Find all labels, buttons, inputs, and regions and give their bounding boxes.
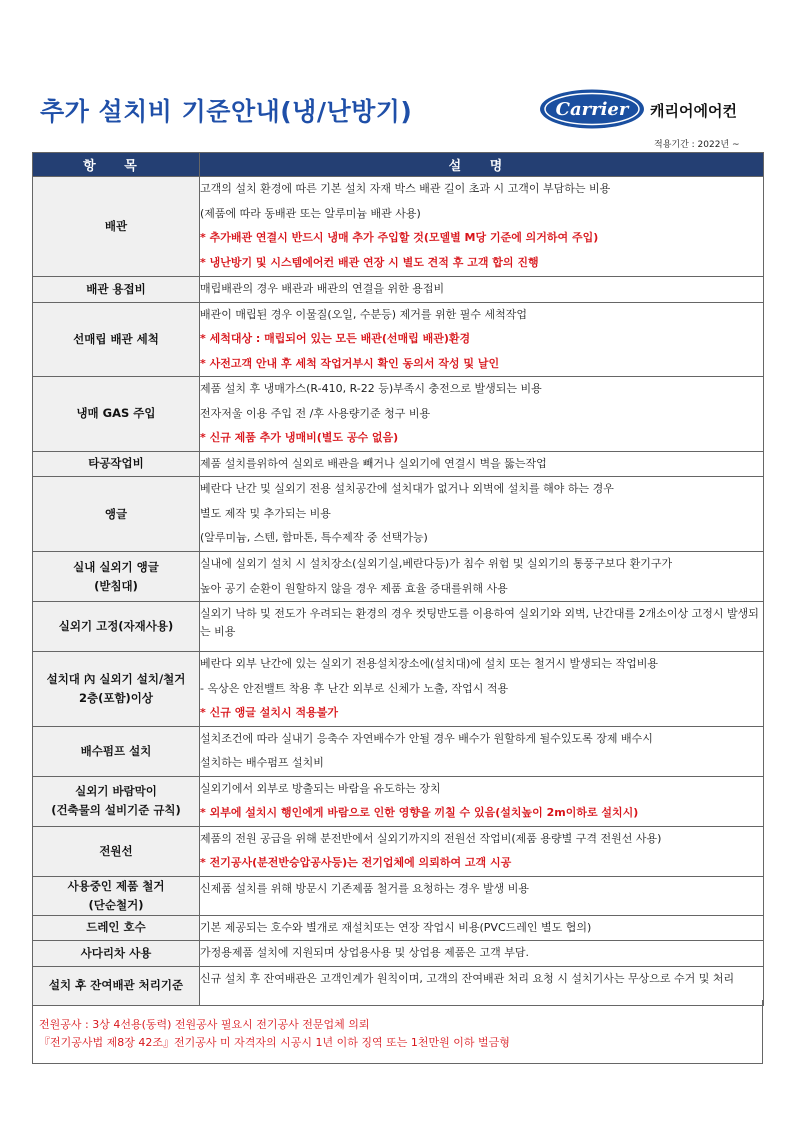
description-line: 기본 제공되는 호수와 별개로 재설치또는 연장 작업시 비용(PVC드레인 별도 협의) [200, 920, 592, 934]
note-line: * 외부에 설치시 행인에게 바람으로 인한 영향을 끼칠 수 있음(설치높이 2m이하로 설치시) [200, 806, 639, 819]
table-row [33, 776, 764, 826]
effective-date: 적용기간 : 2022년 ~ [654, 140, 740, 150]
item-label: 설치 후 잔여배관 처리기준 [48, 978, 184, 992]
description-line: (알루미늄, 스텐, 함마톤, 특수제작 중 선택가능) [200, 531, 428, 544]
brand-name: 캐리어에어컨 [650, 102, 737, 120]
table-row [33, 451, 764, 477]
description-line: 설치조건에 따라 실내기 응축수 자연배수가 안될 경우 배수가 원할하게 될수있도록 장제 배수시 [200, 731, 653, 745]
table-row [33, 377, 764, 452]
row-item [33, 915, 200, 941]
description-line: 설치하는 배수펌프 설치비 [200, 756, 324, 769]
row-description [200, 826, 764, 876]
description-line: 베란다 난간 및 실외기 전용 설치공간에 설치대가 없거나 외벽에 설치를 해야 하는 경우 [200, 482, 614, 495]
carrier-logo [538, 88, 646, 130]
description-line: 제품의 전원 공급을 위해 분전반에서 실외기까지의 전원선 작업비(제품 용량별 구격 전원선 사용) [200, 831, 662, 845]
description-line: 제품 설치를위하여 실외로 배관을 빼거나 실외기에 연결시 벽을 뚫는작업 [200, 456, 547, 470]
footer-line-2: 『전기공사법 제8장 42조』전기공사 미 자격자의 시공시 1년 이하 징역 또는 1천만원 이하 벌금형 [39, 1036, 510, 1049]
description-line: 전자저울 이용 주입 전 /후 사용량기준 청구 비용 [200, 406, 431, 420]
row-item [33, 876, 200, 915]
row-item [33, 552, 200, 602]
item-label: (건축물의 설비기준 규칙) [51, 803, 181, 817]
note-line: * 전기공사(분전반승압공사등)는 전기업체에 의뢰하여 고객 시공 [200, 856, 512, 869]
install-cost-table [32, 152, 764, 1006]
item-label: 사다리차 사용 [80, 945, 152, 960]
description-line: 제품 설치 후 냉매가스(R-410, R-22 등)부족시 충전으로 발생되는 비용 [200, 382, 542, 395]
description-line: 고객의 설치 환경에 따른 기본 설치 자재 박스 배관 길이 초과 시 고객이 부담하는 비용 [200, 182, 611, 195]
item-label: 배수펌프 설치 [80, 743, 152, 758]
row-item [33, 277, 200, 303]
row-item [33, 302, 200, 377]
item-label: 2층(포함)이상 [78, 690, 154, 705]
description-line: 별도 제작 및 추가되는 비용 [200, 506, 331, 520]
row-item [33, 451, 200, 477]
table-row [33, 652, 764, 727]
item-label: (단순철거) [88, 897, 144, 912]
description-line: - 옥상은 안전밸트 착용 후 난간 외부로 신체가 노출, 작업시 적용 [200, 681, 509, 695]
table-row [33, 941, 764, 967]
item-label: 드레인 호수 [86, 920, 146, 935]
description-line: 가정용제품 설치에 지원되며 상업용사용 및 상업용 제품은 고객 부담. [200, 946, 529, 959]
row-item [33, 726, 200, 776]
item-label: 냉매 GAS 주입 [76, 406, 156, 421]
row-item [33, 826, 200, 876]
item-label: 배관 [104, 219, 128, 233]
description-line: 높아 공기 순환이 원할하지 않을 경우 제품 효율 증대를위해 사용 [200, 581, 508, 595]
row-description [200, 302, 764, 377]
row-description [200, 602, 764, 652]
row-description [200, 941, 764, 967]
description-line: 실외기에서 외부로 방출되는 바람을 유도하는 장치 [200, 781, 441, 795]
item-label: 앵글 [104, 506, 128, 521]
row-description [200, 652, 764, 727]
item-label: 실내 실외기 앵글 [73, 559, 159, 574]
row-item [33, 652, 200, 727]
row-item [33, 776, 200, 826]
header-item: 항 목 [33, 153, 200, 177]
table-row [33, 915, 764, 941]
note-line: * 신규 제품 추가 냉매비(별도 공수 없음) [200, 431, 399, 444]
description-line: 배관이 매립된 경우 이물질(오일, 수분등) 제거를 위한 필수 세척작업 [200, 307, 527, 321]
carrier-logo-text: Carrier [555, 99, 629, 120]
row-description [200, 177, 764, 277]
description-line: 신규 설치 후 잔여배관은 고객인계가 원칙이며, 고객의 잔여배관 처리 요청 시 설치기사는 무상으로 수거 및 처리 [200, 971, 735, 985]
row-description [200, 915, 764, 941]
page-title: 추가 설치비 기준안내(냉/난방기) [40, 97, 413, 126]
item-label: (받침대) [94, 578, 138, 593]
row-description [200, 552, 764, 602]
item-label: 설치대 內 실외기 설치/철거 [46, 671, 186, 686]
row-description [200, 776, 764, 826]
row-item [33, 941, 200, 967]
description-line: 베란다 외부 난간에 있는 실외기 전용설치장소에(설치대)에 설치 또는 철거시 발생되는 작업비용 [200, 657, 658, 670]
header-description: 설 명 [200, 153, 764, 177]
item-label: 사용중인 제품 철거 [67, 878, 165, 893]
row-description [200, 451, 764, 477]
item-label: 타공작업비 [88, 456, 144, 471]
row-description [200, 876, 764, 915]
footer-line-1: 전원공사 : 3상 4선용(동력) 전원공사 필요시 전기공사 전문업체 의뢰 [39, 1018, 370, 1031]
description-line: 실외기 낙하 및 전도가 우려되는 환경의 경우 컷팅반도를 이용하여 실외기와 외벽, 난간대를 2개소이상 고정시 발생되는 비용 [200, 607, 759, 638]
row-item [33, 602, 200, 652]
item-label: 실외기 바람막이 [75, 784, 157, 798]
table-header-row [33, 153, 764, 177]
row-description [200, 377, 764, 452]
row-description [200, 477, 764, 552]
table-row [33, 477, 764, 552]
row-item [33, 377, 200, 452]
note-line: * 추가배관 연결시 반드시 냉매 추가 주입할 것(모델별 M당 기준에 의거하여 주입) [200, 231, 599, 244]
table-row [33, 602, 764, 652]
row-item [33, 177, 200, 277]
description-line: 매립배관의 경우 배관과 배관의 연결을 위한 용접비 [200, 282, 445, 295]
footer-notice [32, 1000, 763, 1064]
table-row [33, 552, 764, 602]
table-row [33, 302, 764, 377]
item-label: 배관 용접비 [86, 281, 146, 296]
note-line: * 냉난방기 및 시스템에어컨 배관 연장 시 별도 견적 후 고객 합의 진행 [200, 255, 539, 269]
description-line: (제품에 따라 동배관 또는 알루미늄 배관 사용) [200, 206, 421, 220]
item-label: 선매립 배관 세척 [73, 331, 159, 346]
note-line: * 세척대상 : 매립되어 있는 모든 배관(선매립 배관)환경 [200, 332, 471, 345]
table-row [33, 177, 764, 277]
note-line: * 신규 앵글 설치시 적용불가 [200, 706, 338, 719]
table-row [33, 726, 764, 776]
row-description [200, 277, 764, 303]
note-line: * 사전고객 안내 후 세척 작업거부시 확인 동의서 작성 및 날인 [200, 356, 500, 370]
item-label: 실외기 고정(자재사용) [58, 619, 174, 633]
row-item [33, 477, 200, 552]
row-description [200, 726, 764, 776]
table-row [33, 876, 764, 915]
description-line: 실내에 실외기 설치 시 설치장소(실외기실,베란다등)가 침수 위험 및 실외기의 통풍구보다 환기구가 [200, 557, 673, 570]
table-row [33, 277, 764, 303]
item-label: 전원선 [99, 843, 133, 858]
table-row [33, 826, 764, 876]
description-line: 신제품 설치를 위해 방문시 기존제품 철거를 요청하는 경우 발생 비용 [200, 881, 529, 895]
